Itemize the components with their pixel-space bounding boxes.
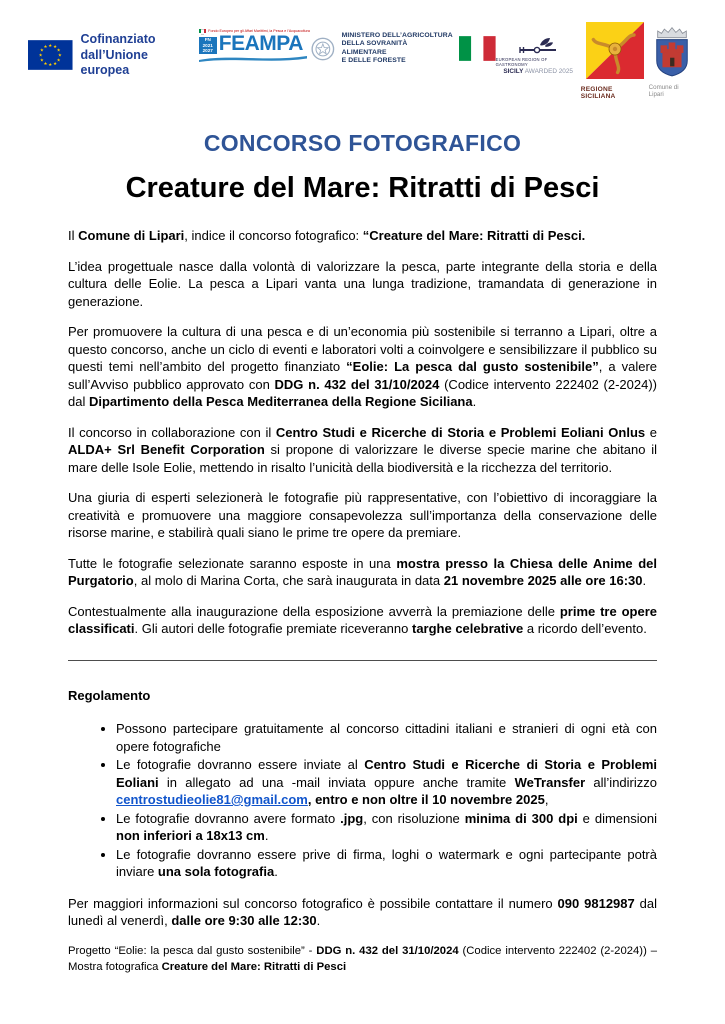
- gastronomy-award-logo: [496, 36, 581, 75]
- feampa-topline: Fondo Europeo per gli Affari Marittimi, la Pesca e l’Acquacoltura: [208, 29, 310, 33]
- sicily-flag-icon: [586, 22, 644, 79]
- gastronomy-icon: [518, 36, 558, 55]
- lipari-caption: Comune di Lipari: [648, 84, 679, 98]
- svg-text:★: ★: [38, 53, 43, 59]
- rule-item-format: • Le fotografie dovranno avere formato .jpg, con risoluzione minima di 300 dpi e dimensioni non inferiori a 18x13 cm.: [116, 810, 657, 845]
- svg-text:★: ★: [53, 45, 58, 51]
- gastronomy-line1: EUROPEAN REGION OF GASTRONOMY: [495, 57, 548, 67]
- ministry-label: MINISTERO DELL’AGRICOLTURA DELLA SOVRANITÀ ALIMENTARE E DELLE FORESTE: [341, 32, 453, 65]
- svg-text:★: ★: [53, 62, 58, 68]
- lipari-crest-icon: [651, 26, 693, 78]
- italy-mini-flag-icon: [199, 29, 207, 33]
- svg-text:★: ★: [56, 58, 61, 64]
- italy-flag-icon: [459, 36, 496, 61]
- svg-text:★: ★: [43, 45, 48, 51]
- svg-text:★: ★: [39, 49, 44, 55]
- paragraph-collaboration: Il concorso in collaborazione con il Centro Studi e Ricerche di Storia e Problemi Eoliani Onlus e ALDA+ Srl Benefit Corporation si propone di valorizzare le diverse specie marine che abitano il mare delle Isole Eolie, mettendo in risalto l’unicità della biodiversità e la ricchezza del territorio.: [68, 424, 658, 475]
- eu-cofinanced-logo: [28, 32, 199, 79]
- feampa-fn-box: FN 2021 2027: [199, 37, 217, 54]
- logo-header: [28, 20, 697, 108]
- email-link[interactable]: centrostudieolie81@gmail.com: [116, 792, 308, 807]
- svg-text:★: ★: [39, 58, 44, 64]
- rules-list: [68, 720, 657, 881]
- rule-item-watermark: • Le fotografie dovranno essere prive di firma, loghi o watermark e ogni partecipante potrà inviare una sola fotografia.: [116, 846, 657, 881]
- eu-flag-icon: [28, 40, 73, 70]
- svg-text:★: ★: [48, 44, 53, 50]
- svg-text:★: ★: [43, 62, 48, 68]
- section-divider: [68, 660, 657, 661]
- paragraph-idea: L’idea progettuale nasce dalla volontà di valorizzare la pesca, parte integrante della storia e della cultura delle Eolie. La pesca a Lipari vanta una lunga tradizione, tramandata di generazione in generazione.: [68, 258, 657, 309]
- contact-info: Per maggiori informazioni sul concorso fotografico è possibile contattare il numero 090 9812987 dal lunedì al venerdì, dalle ore 9:30 alle 12:30.: [68, 895, 657, 928]
- document-body: [68, 227, 657, 975]
- comune-di-lipari-logo: [649, 26, 695, 98]
- svg-text:★: ★: [57, 53, 62, 59]
- gastronomy-line2: SICILY AWARDED 2025: [503, 68, 573, 75]
- svg-text:★: ★: [48, 63, 53, 69]
- feampa-wave-icon: [199, 54, 307, 63]
- footer-note: Progetto “Eolie: la pesca dal gusto sostenibile” - DDG n. 432 del 31/10/2024 (Codice intervento 222402 (2-2024)) – Mostra fotografica Creature del Mare: Ritratti di Pesci: [68, 944, 657, 973]
- svg-text:★: ★: [56, 49, 61, 55]
- rule-item-submission: • Le fotografie dovranno essere inviate al Centro Studi e Ricerche di Storia e Problemi Eoliani in allegato ad una -mail inviata oppure anche tramite WeTransfer all’indirizzo centrostudieolie81@gmail.com, entro e non oltre il 10 novembre 2025,: [116, 756, 657, 809]
- regione-siciliana-logo: [581, 22, 649, 100]
- feampa-logo: [199, 28, 310, 63]
- eu-cofinanced-label: Cofinanziato dall’Unione europea: [80, 32, 156, 78]
- ministry-logo: [310, 32, 496, 66]
- paragraph-exhibition: Tutte le fotografie selezionate saranno esposte in una mostra presso la Chiesa delle Anime del Purgatorio, al molo di Marina Corta, che sarà inaugurata in data 21 novembre 2025 alle ore 16:30.: [68, 555, 657, 588]
- paragraph-intro: Il Comune di Lipari, indice il concorso fotografico: “Creature del Mare: Ritratti di Pesci.: [68, 228, 586, 243]
- feampa-wordmark: FEAMPA: [218, 32, 303, 55]
- paragraph-awards: Contestualmente alla inaugurazione della esposizione avverrà la premiazione delle prime tre opere classificati. Gli autori delle fotografie premiate riceveranno targhe celebrative a ricordo dell’evento.: [68, 603, 657, 636]
- rules-heading: Regolamento: [68, 687, 151, 703]
- rule-item-participation: • Possono partecipare gratuitamente al concorso cittadini italiani e stranieri di ogni età con opere fotografiche: [116, 720, 657, 755]
- paragraph-project: Per promuovere la cultura di una pesca e di un’economia più sostenibile si terranno a Lipari, oltre a questo concorso, anche un ciclo di eventi e laboratori volti a coinvolgere e sensibilizzare il pubblico su questi temi nell’ambito del progetto finanziato “Eolie: La pesca dal gusto sostenibile”, a valere sull’Avviso pubblico approvato con DDG n. 432 del 31/10/2024 (Codice intervento 222402 (2-2024)) dal Dipartimento della Pesca Mediterranea della Regione Siciliana.: [68, 324, 658, 409]
- paragraph-jury: Una giuria di esperti selezionerà le fotografie più rappresentative, con l’obiettivo di incoraggiare la creatività e promuovere una maggiore consapevolezza sull’importanza della conservazione delle risorse marine, e stabilirà quali siano le prime tre opere da premiare.: [68, 490, 657, 540]
- ministry-emblem-icon: [310, 34, 336, 64]
- page-title: Creature del Mare: Ritratti di Pesci: [125, 172, 600, 204]
- contest-kicker: CONCORSO FOTOGRAFICO: [203, 130, 522, 156]
- sicily-caption: REGIONE SICILIANA: [580, 86, 616, 100]
